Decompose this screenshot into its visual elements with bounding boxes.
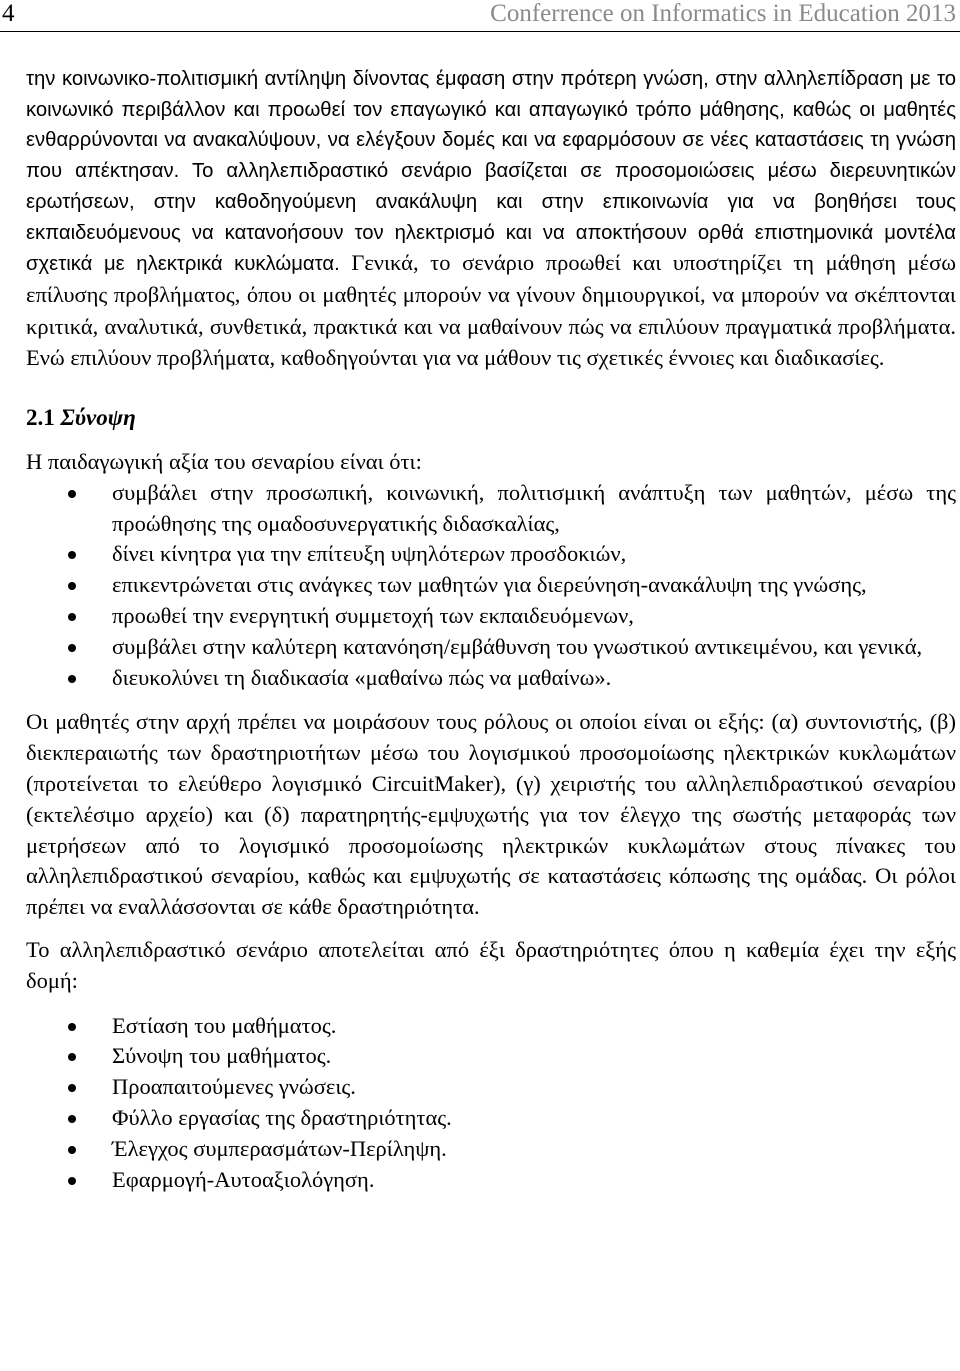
bullet-icon [68,1053,76,1061]
list-item: Εστίαση του μαθήματος. [26,1011,956,1042]
list-item: Έλεγχος συμπερασμάτων-Περίληψη. [26,1134,956,1165]
bullet-icon [68,1177,76,1185]
list-item: Σύνοψη του μαθήματος. [26,1041,956,1072]
structure-paragraph: Το αλληλεπιδραστικό σενάριο αποτελείται από έξι δραστηριότητες όπου η καθεμία έχει την εξής δομή: [26,936,956,993]
section-intro: Η παιδαγωγική αξία του σεναρίου είναι ότι: [26,449,422,475]
list-item: Φύλλο εργασίας της δραστηριότητας. [26,1103,956,1134]
section-heading [26,403,956,433]
bullet-icon [68,1115,76,1123]
intro-paragraph [26,64,956,375]
running-title: Conferrence on Informatics in Education 2013 [490,0,956,27]
list-item: Εφαρμογή-Αυτοαξιολόγηση. [26,1165,956,1196]
list-item: συμβάλει στην καλύτερη κατανόηση/εμβάθυνση του γνωστικού αντικειμένου, και γενικά, [26,632,956,663]
header-rule [0,31,960,32]
page-body [26,64,956,1195]
list-item: διευκολύνει τη διαδικασία «μαθαίνω πώς να μαθαίνω». [26,663,956,694]
bullet-icon [68,490,76,498]
bullet-icon [68,551,76,559]
structure-list [26,1011,956,1196]
list-item: δίνει κίνητρα για την επίτευξη υψηλότερων προσδοκιών, [26,539,956,570]
list-item: συμβάλει στην προσωπική, κοινωνική, πολιτισμική ανάπτυξη των μαθητών, μέσω της προώθησης της ομαδοσυνεργατικής διδασκαλίας, [26,478,956,540]
section-number: 2.1 [26,405,55,431]
bullet-icon [68,613,76,621]
list-item: Προαπαιτούμενες γνώσεις. [26,1072,956,1103]
section-title: Σύνοψη [60,405,136,431]
bullet-icon [68,644,76,652]
bullet-icon [68,675,76,683]
page-header [0,0,960,32]
bullet-icon [68,1084,76,1092]
value-list [26,478,956,694]
page-number: 4 [2,0,15,27]
bullet-icon [68,1023,76,1031]
bullet-icon [68,1146,76,1154]
list-item: επικεντρώνεται στις ανάγκες των μαθητών για διερεύνηση-ανακάλυψη της γνώσης, [26,570,956,601]
bullet-icon [68,582,76,590]
roles-paragraph: Οι μαθητές στην αρχή πρέπει να μοιράσουν τους ρόλους οι οποίοι είναι οι εξής: (α) συντονιστής, (β) διεκπεραιωτής των δραστηριοτήτων μέσω του λογισμικού προσομοίωσης ηλεκτρικών κυκλωμάτων (προτείνεται το ελεύθερο λογισμικό CircuitMaker), (γ) χειριστής του αλληλεπιδραστικού σεναρίου (εκτελέσιμο αρχείο) και (δ) παρατηρητής-εμψυχωτής για τον έλεγχο της σωστής μεταφοράς των μετρήσεων από το λογισμικό προσομοίωσης ηλεκτρικών κυκλωμάτων στους πίνακες του αλληλεπιδραστικού σεναρίου, καθώς και εμψυχωτής σε καταστάσεις κόπωσης της ομάδας. Οι ρόλοι πρέπει να εναλλάσσονται σε κάθε δραστηριότητα. [26,709,956,920]
list-item: προωθεί την ενεργητική συμμετοχή των εκπαιδευόμενων, [26,601,956,632]
intro-paragraph-sans: την κοινωνικο-πολιτισμική αντίληψη δίνοντας έμφαση στην πρότερη γνώση, στην αλληλεπίδραση με το κοινωνικό περιβάλλον και προωθεί τον επαγωγικό και απαγωγικό τρόπο μάθησης, καθώς οι μαθητές ενθαρρύνονται να ανακαλύψουν, να ελέγξουν δομές και να εφαρμόσουν σε νέες καταστάσεις τη γνώση που απέκτησαν. Το αλληλεπιδραστικό σενάριο βασίζεται σε προσομοιώσεις μέσω διερευνητικών ερωτήσεων, στην καθοδηγούμενη ανακάλυψη και στην επικοινωνία για να βοηθήσει τους εκπαιδευόμενους να κατανοήσουν τον ηλεκτρισμό και να αποκτήσουν ορθά επιστημονικά μοντέλα σχετικά με ηλεκτρικά κυκλώματα. [26,68,956,276]
intro-paragraph-serif: Γενικά, το σενάριο προωθεί και υποστηρίζει τη μάθηση μέσω επίλυσης προβλήματος, όπου οι μαθητές μπορούν να γίνουν δημιουργικοί, να μπορούν να σκέπτονται κριτικά, αναλυτικά, συνθετικά, πρακτικά και να μαθαίνουν πώς να επιλύουν πραγματικά προβλήματα. Ενώ επιλύουν προβλήματα, καθοδηγούνται για να μάθουν τις σχετικές έννοιες και διαδικασίες. [26,250,957,371]
